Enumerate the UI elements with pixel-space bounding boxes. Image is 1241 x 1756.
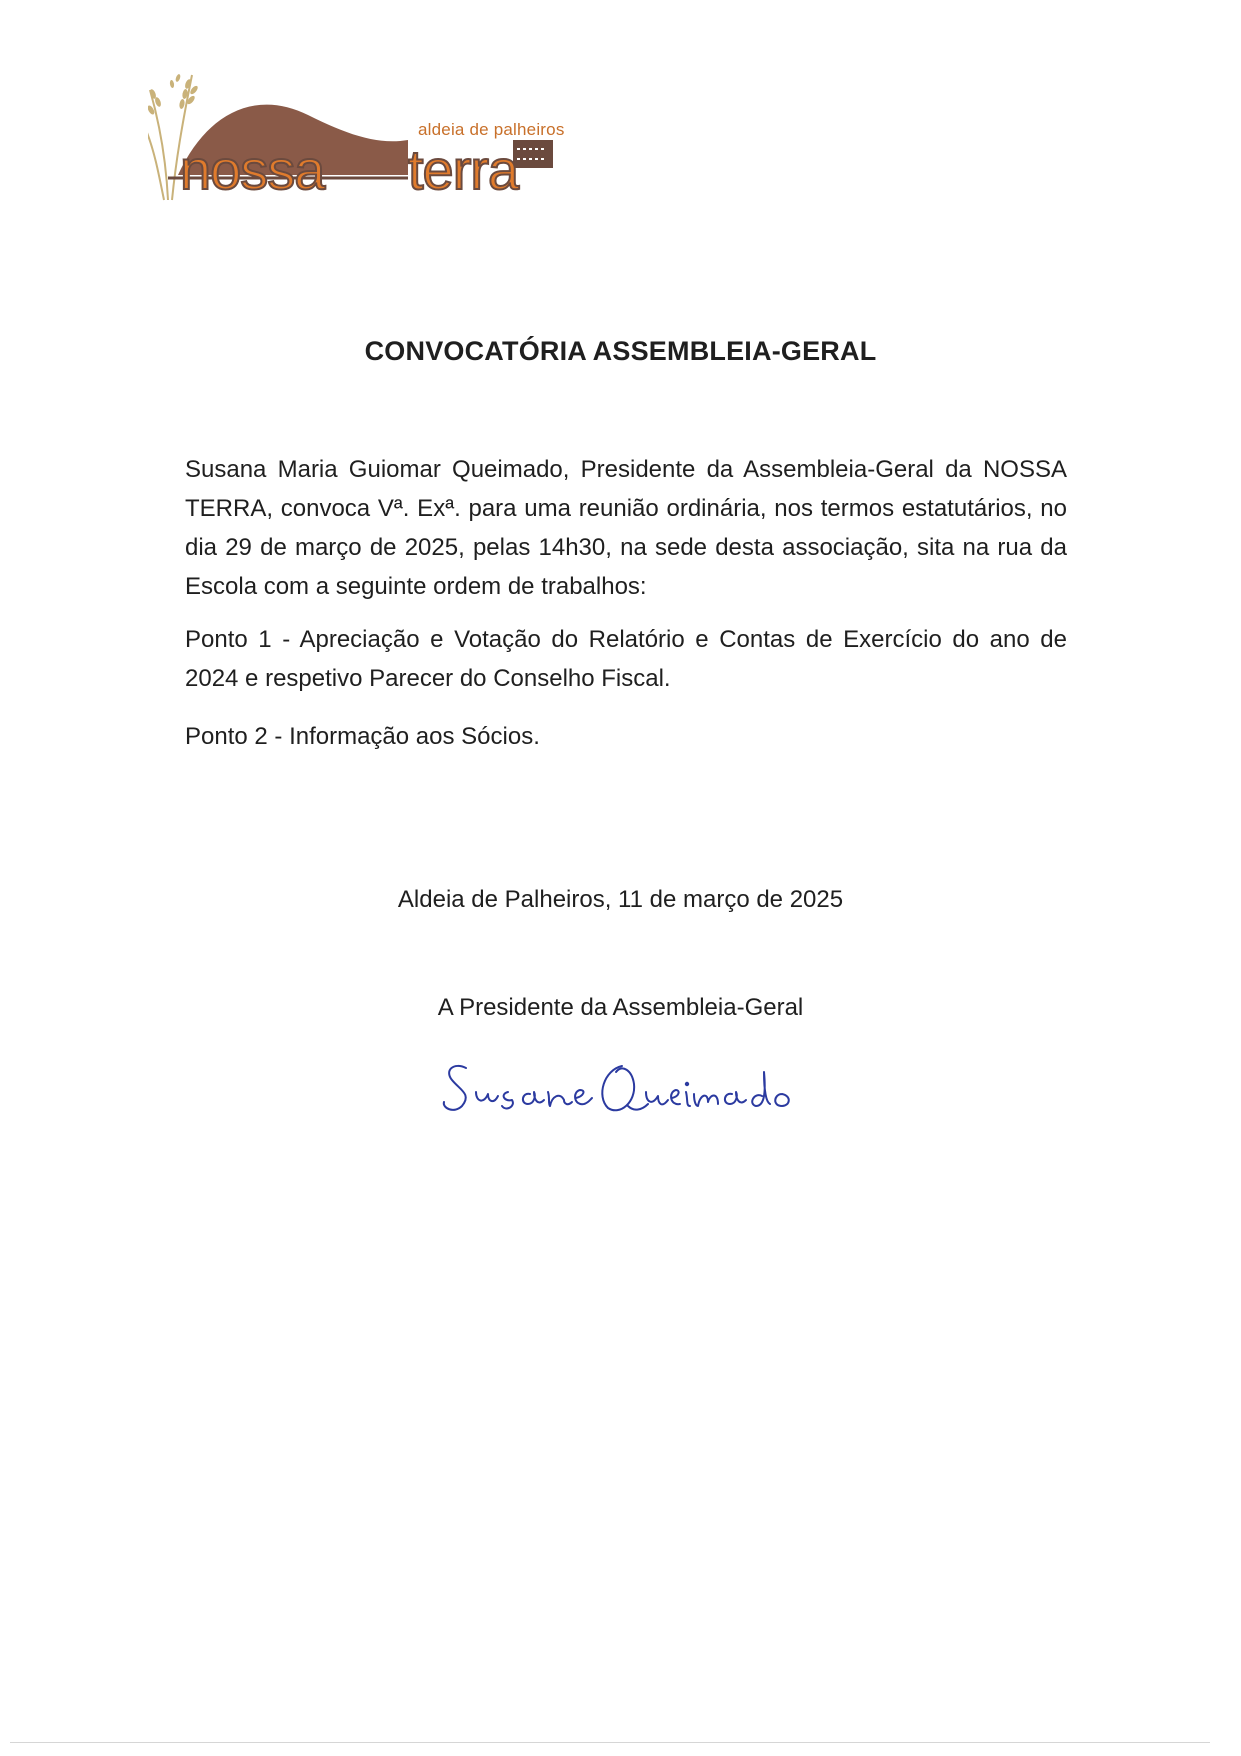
logo-word-nossa: nossa bbox=[180, 138, 325, 201]
place-and-date: Aldeia de Palheiros, 11 de março de 2025 bbox=[397, 886, 844, 913]
organization-logo bbox=[148, 70, 628, 210]
document-title: CONVOCATÓRIA ASSEMBLEIA-GERAL bbox=[364, 336, 877, 366]
logo-word-terra: terra bbox=[408, 138, 519, 201]
logo-subtitle: aldeia de palheiros bbox=[418, 120, 565, 139]
agenda-item-2: Ponto 2 - Informação aos Sócios. bbox=[185, 723, 540, 750]
handwritten-signature bbox=[436, 1050, 816, 1130]
agenda-item-1: Ponto 1 - Apreciação e Votação do Relatório e Contas de Exercício do ano de 2024 e respetivo Parecer do Conselho Fiscal. bbox=[185, 626, 1067, 692]
convocation-paragraph: Susana Maria Guiomar Queimado, Presidente da Assembleia-Geral da NOSSA TERRA, convoca Vª. Exª. para uma reunião ordinária, nos termos estatutários, no dia 29 de março de 2025, pelas 14h30, na sede desta associação, sita na rua da Escola com a seguinte ordem de trabalhos: bbox=[185, 456, 1067, 600]
signer-role: A Presidente da Assembleia-Geral bbox=[437, 994, 804, 1021]
page-bottom-rule bbox=[10, 1742, 1210, 1743]
